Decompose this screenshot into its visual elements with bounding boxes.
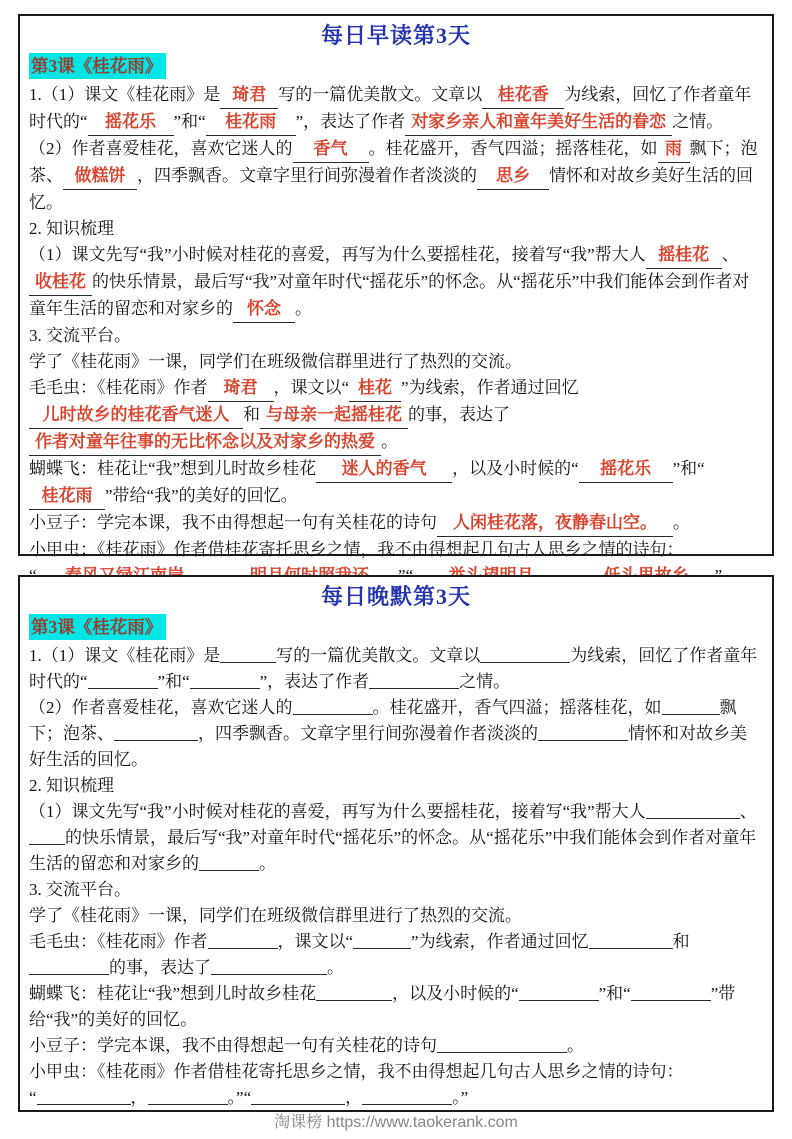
evening-section-content [29,643,763,1111]
text-run: （1）课文先写“我”小时候对桂花的喜爱，再写为什么要摇桂花，接着写“我”帮大人 [29,802,646,821]
blank-line [251,1085,345,1105]
text-run: 。”“ [227,1088,252,1107]
text-line [29,510,763,537]
text-run: 、 [739,802,757,821]
answer-text: 摇花乐 [88,109,174,136]
answer-text: 怀念 [233,296,295,323]
text-run: 小豆子：学完本课，我不由得想起一句有关桂花的诗句 [29,1036,437,1055]
blank-line [369,669,459,689]
answer-text: 做糕饼 [63,163,137,190]
text-run: ，课文以“ [277,932,354,951]
text-run: 之情。 [459,672,511,691]
text-run: 的快乐情景，最后写“我”对童年时代“摇花乐”的怀念。从“摇花乐”中我们能体会到作者对童年生活的留恋和对家乡的 [29,272,750,318]
blank-line [538,721,628,741]
text-run: （2）作者喜爱桂花，喜欢它迷人的 [29,698,293,717]
text-run: 毛毛虫：《桂花雨》作者 [29,932,208,951]
text-line [29,82,763,136]
text-run: 小甲虫：《桂花雨》作者借桂花寄托思乡之情，我不由得想起几句古人思乡之情的诗句： [29,540,684,559]
text-run: ”，表达了作者 [295,112,406,131]
blank-line [211,955,327,975]
text-run: 学了《桂花雨》一课，同学们在班级微信群里进行了热烈的交流。 [29,352,522,371]
text-run: 小豆子：学完本课，我不由得想起一句有关桂花的诗句 [29,513,437,532]
morning-section-content [29,82,763,590]
text-line [29,929,763,981]
answer-text: 与母亲一起摇桂花 [260,402,408,429]
watermark-footer: 淘课榜 https://www.taokerank.com [274,1114,518,1131]
text-run: 的快乐情景，最后写“我”对童年时代“摇花乐”的怀念。从“摇花乐”中我们能体会到作者对童年生活的留恋和对家乡的 [29,828,757,873]
blank-line [316,981,392,1001]
text-line [29,1033,763,1059]
blank-line [220,643,276,663]
blank-line [88,669,158,689]
text-run: 写的一篇优美散文。文章以 [276,646,481,665]
text-run: 为线索，回忆了作者童年时代的 [29,646,758,691]
text-line [29,773,763,799]
answer-text: 香气 [293,136,369,163]
lesson-row [29,53,763,81]
text-run: ”，表达了作者 [259,672,370,691]
text-run: ”带给“我”的美好的回忆。 [105,486,298,505]
text-run: 为线索，回忆了作者童年时代的 [29,85,752,131]
text-run: （2）作者喜爱桂花，喜欢它迷人的 [29,139,293,158]
text-run: “ [29,1088,37,1107]
text-run: ”和“ [598,984,631,1003]
text-run: 。 [381,432,398,451]
blank-line [148,1085,228,1105]
blank-line [114,721,198,741]
blank-line [631,981,711,1001]
text-line [29,136,763,216]
answer-text: 收桂花 [29,269,92,296]
text-line [29,643,763,695]
text-line [29,799,763,877]
blank-line [519,981,599,1001]
text-run: ”和“ [173,112,206,131]
text-line [29,695,763,773]
answer-text: 儿时故乡的桂花香气迷人 [29,402,243,429]
text-run: 。桂花盛开，香气四溢；摇落桂花，如 [372,698,662,717]
text-run: 情怀和对故乡美好生活的回忆。 [29,724,747,769]
text-run: 。 [295,299,312,318]
blank-line [293,695,373,715]
text-line [29,1085,763,1111]
text-run: 情怀和对故乡美好生活的回忆。 [29,166,753,212]
text-line [29,349,763,375]
blank-line [362,1085,452,1105]
answer-text: 摇桂花 [646,242,722,269]
answer-text: 摇花乐 [579,456,673,483]
text-line [29,456,763,510]
text-run: ，课文以“ [273,378,350,397]
text-run: 飘下；泡茶、 [29,698,737,743]
morning-reading-section [18,14,774,559]
text-run: 的事，表达了 [408,405,510,424]
text-line [29,242,763,323]
text-line [29,903,763,929]
text-run: 3. 交流平台。 [29,326,131,345]
text-run: 。” [452,1088,469,1107]
blank-line [662,695,720,715]
text-run: （1）课文先写“我”小时候对桂花的喜爱，再写为什么要摇桂花，接着写“我”帮大人 [29,245,646,264]
answer-text: 桂花雨 [29,483,105,510]
text-line [29,537,763,563]
text-line [29,877,763,903]
answer-text: 作者对童年往事的无比怀念以及对家乡的热爱 [29,429,381,456]
text-run: 之情。 [672,112,724,131]
text-run: ”为线索，作者通过回忆 [401,378,579,397]
answer-text: 迷人的香气 [316,456,452,483]
answer-text: 桂花香 [482,82,564,109]
text-run: 小甲虫：《桂花雨》作者借桂花寄托思乡之情，我不由得想起几句古人思乡之情的诗句： [29,1062,684,1081]
morning-section-title: 每日早读第3天 [320,23,471,48]
answer-text: 桂花雨 [206,109,296,136]
text-line [29,1059,763,1085]
text-run: ”和“ [672,459,705,478]
blank-line [29,955,109,975]
text-run: ，四季飘香。文章字里行间弥漫着作者淡淡的 [137,166,477,185]
blank-line [37,1085,131,1105]
text-run: 2. 知识梳理 [29,776,114,795]
text-run: 和 [672,932,690,951]
text-run: 2. 知识梳理 [29,219,114,238]
blank-line [208,929,278,949]
lesson-label: 第3课《桂花雨》 [29,614,166,640]
blank-line [29,825,65,845]
text-run: ”和“ [157,672,190,691]
answer-text: 桂花 [349,375,401,402]
text-run: ”带给“我”的美好的回忆。 [29,984,736,1029]
text-run: 、 [721,245,739,264]
text-run: 1.（1）课文《桂花雨》是 [29,646,221,665]
text-run: 和 [243,405,260,424]
text-line [29,323,763,349]
answer-text: 琦君 [208,375,274,402]
blank-line [199,851,259,871]
text-run: 1.（1）课文《桂花雨》是 [29,85,221,104]
blank-line [190,669,260,689]
text-run: 学了《桂花雨》一课，同学们在班级微信群里进行了热烈的交流。 [29,906,522,925]
text-run: 3. 交流平台。 [29,880,131,899]
text-run: “ [80,112,88,131]
blank-line [646,799,740,819]
answer-text: 雨 [658,136,690,163]
blank-line [480,643,570,663]
answer-text: 对家乡亲人和童年美好生活的眷恋 [405,109,672,136]
evening-dictation-section [18,575,774,1131]
text-run: 写的一篇优美散文。文章以 [278,85,483,104]
answer-text: 思乡 [477,163,549,190]
lesson-label: 第3课《桂花雨》 [29,53,166,79]
text-run: 。 [567,1036,584,1055]
answer-text: 人闲桂花落，夜静春山空。 [437,510,673,537]
text-run: ”为线索，作者通过回忆 [411,932,589,951]
text-run: “ [80,672,88,691]
text-run: 。 [673,513,690,532]
blank-line [437,1033,567,1053]
text-run: 毛毛虫：《桂花雨》作者 [29,378,208,397]
text-run: ，以及小时候的“ [452,459,579,478]
lesson-row [29,614,763,642]
text-run: 蝴蝶飞：桂花让“我”想到儿时故乡桂花 [29,459,317,478]
text-line [29,375,763,456]
text-line [29,981,763,1033]
text-run: 飘下；泡茶、 [29,139,758,185]
blank-line [353,929,411,949]
text-run: 蝴蝶飞：桂花让“我”想到儿时故乡桂花 [29,984,317,1003]
text-run: 的事，表达了 [109,958,211,977]
text-run: 。 [327,958,344,977]
text-line [29,216,763,242]
text-run: 。桂花盛开，香气四溢；摇落桂花，如 [368,139,658,158]
text-run: 。 [259,854,276,873]
evening-section-title: 每日晚默第3天 [320,584,471,609]
text-run: ，四季飘香。文章字里行间弥漫着作者淡淡的 [198,724,538,743]
blank-line [589,929,673,949]
text-run: ， [130,1088,148,1107]
text-run: ，以及小时候的“ [392,984,519,1003]
text-run: ， [345,1088,363,1107]
answer-text: 琦君 [220,82,278,109]
